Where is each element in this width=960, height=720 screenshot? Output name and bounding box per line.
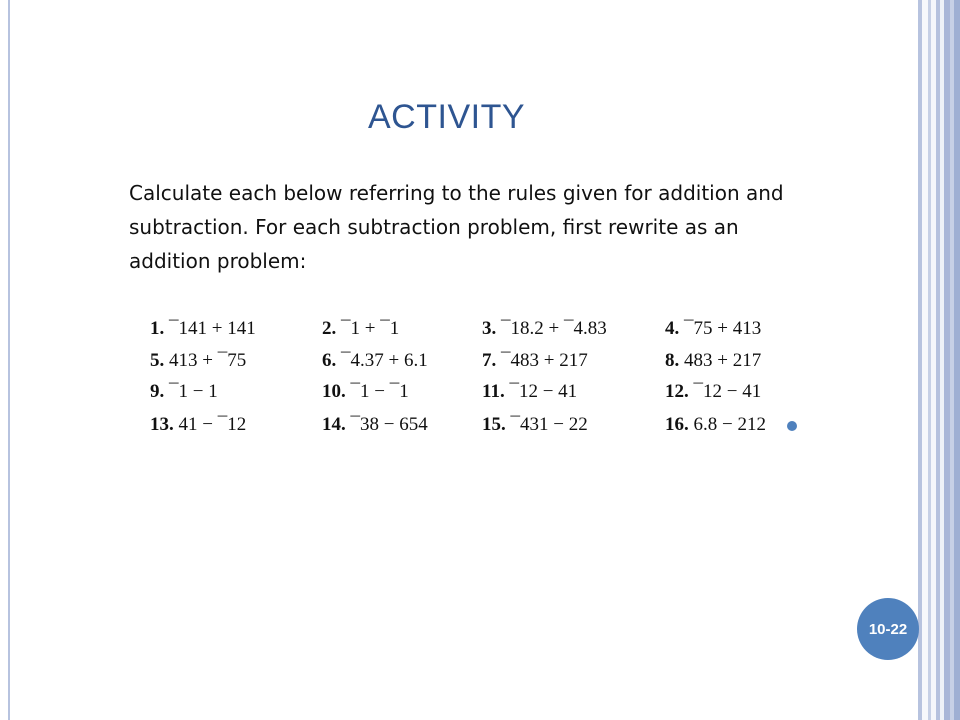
problem-expression: ¯75 + 413 <box>684 318 762 339</box>
problem-item <box>665 314 761 344</box>
problem-item <box>322 314 399 344</box>
problem-expression: 6.8 − 212 <box>693 414 766 435</box>
decorative-stripe-band <box>922 0 960 720</box>
problem-number: 10. <box>322 381 346 402</box>
problem-number: 9. <box>150 381 165 402</box>
problem-expression: ¯483 + 217 <box>501 350 588 371</box>
problem-number: 7. <box>482 350 497 371</box>
problem-expression: ¯18.2 + ¯4.83 <box>501 318 607 339</box>
problem-expression: ¯141 + 141 <box>169 318 256 339</box>
bullet-dot-icon <box>787 421 797 431</box>
problem-number: 13. <box>150 414 174 435</box>
problem-expression: ¯1 − ¯1 <box>350 381 409 402</box>
problem-item <box>665 346 761 376</box>
problem-number: 1. <box>150 318 165 339</box>
problem-item <box>150 377 218 407</box>
problem-number: 6. <box>322 350 337 371</box>
problem-expression: 41 − ¯12 <box>178 414 247 435</box>
problem-expression: ¯1 − 1 <box>169 381 218 402</box>
slide-frame-left-border <box>8 0 10 720</box>
page-number-label: 10-22 <box>868 620 908 638</box>
problem-expression: 483 + 217 <box>684 350 762 371</box>
problem-item <box>322 377 409 407</box>
problem-item <box>482 346 588 376</box>
problem-item <box>482 377 577 407</box>
problem-expression: ¯4.37 + 6.1 <box>341 350 428 371</box>
problem-number: 3. <box>482 318 497 339</box>
problem-item <box>150 410 246 440</box>
problem-expression: ¯12 − 41 <box>693 381 762 402</box>
slide-title: ACTIVITY <box>368 98 526 136</box>
problem-item <box>665 410 766 440</box>
problem-item <box>665 377 761 407</box>
problem-number: 14. <box>322 414 346 435</box>
problem-number: 5. <box>150 350 165 371</box>
problem-number: 15. <box>482 414 506 435</box>
problem-grid <box>150 314 800 442</box>
problem-expression: 413 + ¯75 <box>169 350 247 371</box>
problem-number: 2. <box>322 318 337 339</box>
problem-item <box>150 314 256 344</box>
problem-item <box>322 410 428 440</box>
problem-item <box>150 346 246 376</box>
problem-item <box>322 346 428 376</box>
problem-number: 4. <box>665 318 680 339</box>
problem-expression: ¯431 − 22 <box>510 414 588 435</box>
problem-expression: ¯12 − 41 <box>509 381 578 402</box>
problem-number: 12. <box>665 381 689 402</box>
page-number-badge <box>857 598 919 660</box>
problem-number: 8. <box>665 350 680 371</box>
problem-item <box>482 410 588 440</box>
problem-number: 11. <box>482 381 505 402</box>
instructions-text: Calculate each below referring to the rules given for addition and subtraction. For each subtraction problem, first rewrite as an addition problem: <box>129 181 784 273</box>
problem-item <box>482 314 607 344</box>
problem-number: 16. <box>665 414 689 435</box>
problem-expression: ¯38 − 654 <box>350 414 428 435</box>
problem-expression: ¯1 + ¯1 <box>341 318 400 339</box>
